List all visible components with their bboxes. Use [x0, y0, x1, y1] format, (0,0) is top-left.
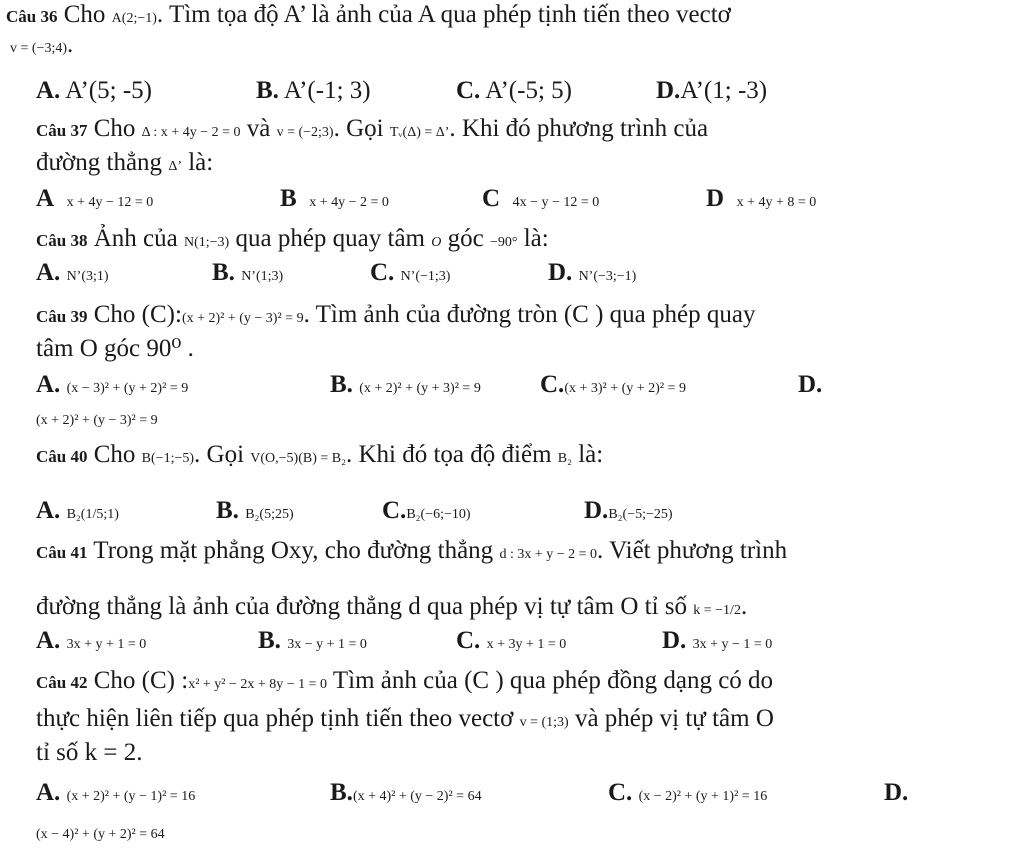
q41-option-c[interactable]: C. x + 3y + 1 = 0 [456, 627, 567, 654]
q42-option-b[interactable]: B.(x + 4)² + (y − 2)² = 64 [330, 779, 482, 806]
q37-line: Δ : x + 4y − 2 = 0 [141, 125, 241, 140]
q42-equation: x² + y² − 2x + 8y − 1 = 0 [188, 677, 328, 692]
q36-option-b[interactable]: B. A’(-1; 3) [256, 77, 371, 104]
q42-vector: v = (1;3) [519, 715, 569, 730]
q40-option-c[interactable]: C.B₂(−6;−10) [382, 497, 471, 524]
q36-point: A(2;−1) [111, 11, 157, 26]
q39-option-c[interactable]: C.(x + 3)² + (y + 2)² = 9 [540, 371, 686, 398]
q42-option-d-value: (x − 4)² + (y + 2)² = 64 [36, 827, 165, 842]
q37-option-a[interactable]: A x + 4y − 12 = 0 [36, 185, 154, 212]
q37-option-b[interactable]: B x + 4y − 2 = 0 [280, 185, 389, 212]
q37-option-d[interactable]: D x + 4y + 8 = 0 [706, 185, 817, 212]
q41-option-a[interactable]: A. 3x + y + 1 = 0 [36, 627, 147, 654]
q38-point: N(1;−3) [183, 235, 230, 250]
q40-map: V(O,−5)(B) = B₂ [250, 451, 346, 466]
q39-label: Câu 39 [36, 307, 88, 326]
q39-stem-line2: tâm O góc 90⁰ . [36, 335, 194, 362]
q42-option-d-letter[interactable]: D. [884, 779, 909, 806]
q37-vector: v = (−2;3) [276, 125, 334, 140]
q40-option-b[interactable]: B. B₂(5;25) [216, 497, 294, 524]
q42-stem-line2: thực hiện liên tiếp qua phép tịnh tiến theo vectơ v = (1;3) và phép vị tự tâm O [36, 705, 774, 732]
q39-option-a[interactable]: A. (x − 3)² + (y + 2)² = 9 [36, 371, 189, 398]
q41-stem-line2: đường thẳng là ảnh của đường thẳng d qua phép vị tự tâm O tỉ số k = −1/2. [36, 593, 748, 620]
q42-label: Câu 42 [36, 673, 88, 692]
q42-stem: Câu 42 Cho (C) :x² + y² − 2x + 8y − 1 = 0 Tìm ảnh của (C ) qua phép đồng dạng có do [36, 667, 774, 694]
q36-vector-line: v = (−3;4). [10, 31, 74, 58]
q38-angle: −90° [489, 235, 518, 250]
q40-point: B(−1;−5) [141, 451, 195, 466]
q39-option-b[interactable]: B. (x + 2)² + (y + 3)² = 9 [330, 371, 481, 398]
q41-label: Câu 41 [36, 543, 88, 562]
q41-option-b[interactable]: B. 3x − y + 1 = 0 [258, 627, 367, 654]
q39-equation: (x + 2)² + (y − 3)² = 9 [181, 311, 304, 326]
q42-option-a[interactable]: A. (x + 2)² + (y − 1)² = 16 [36, 779, 196, 806]
q40-stem: Câu 40 Cho B(−1;−5). Gọi V(O,−5)(B) = B₂. Khi đó tọa độ điểm B₂ là: [36, 441, 604, 468]
q41-ratio: k = −1/2 [693, 603, 741, 618]
q36-stem: Câu 36 Cho A(2;−1). Tìm tọa độ A’ là ảnh của A qua phép tịnh tiến theo vectơ [6, 1, 731, 28]
q38-option-b[interactable]: B. N’(1;3) [212, 259, 284, 286]
q37-map: Tᵥ(Δ) = Δ’ [389, 125, 450, 140]
q37-option-c[interactable]: C 4x − y − 12 = 0 [482, 185, 600, 212]
q38-option-c[interactable]: C. N’(−1;3) [370, 259, 451, 286]
q38-label: Câu 38 [36, 231, 88, 250]
q42-stem-line3: tỉ số k = 2. [36, 739, 143, 766]
q37-label: Câu 37 [36, 121, 88, 140]
q38-stem: Câu 38 Ảnh của N(1;−3) qua phép quay tâm O góc −90° là: [36, 225, 549, 252]
q41-option-d[interactable]: D. 3x + y − 1 = 0 [662, 627, 773, 654]
q39-stem: Câu 39 Cho (C):(x + 2)² + (y − 3)² = 9. Tìm ảnh của đường tròn (C ) qua phép quay [36, 301, 756, 328]
q40-option-a[interactable]: A. B₂(1/5;1) [36, 497, 119, 524]
q42-option-c[interactable]: C. (x − 2)² + (y + 1)² = 16 [608, 779, 768, 806]
q36-label: Câu 36 [6, 7, 58, 26]
q39-option-d-letter[interactable]: D. [798, 371, 823, 398]
q38-option-a[interactable]: A. N’(3;1) [36, 259, 109, 286]
q36-vector: v = (−3;4) [10, 41, 68, 56]
q40-label: Câu 40 [36, 447, 88, 466]
q41-line: d : 3x + y − 2 = 0 [499, 547, 598, 562]
q36-option-c[interactable]: C. A’(-5; 5) [456, 77, 572, 104]
q39-option-d-value: (x + 2)² + (y − 3)² = 9 [36, 413, 158, 428]
q41-stem: Câu 41 Trong mặt phẳng Oxy, cho đường thẳng d : 3x + y − 2 = 0. Viết phương trình [36, 537, 788, 564]
q38-option-d[interactable]: D. N’(−3;−1) [548, 259, 637, 286]
q40-option-d[interactable]: D.B₂(−5;−25) [584, 497, 673, 524]
q37-stem-line2: đường thẳng Δ’ là: [36, 149, 214, 176]
q36-option-a[interactable]: A. A’(5; -5) [36, 77, 152, 104]
q36-option-d[interactable]: D.A’(1; -3) [656, 77, 768, 104]
q37-stem: Câu 37 Cho Δ : x + 4y − 2 = 0 và v = (−2;3). Gọi Tᵥ(Δ) = Δ’. Khi đó phương trình của [36, 115, 709, 142]
